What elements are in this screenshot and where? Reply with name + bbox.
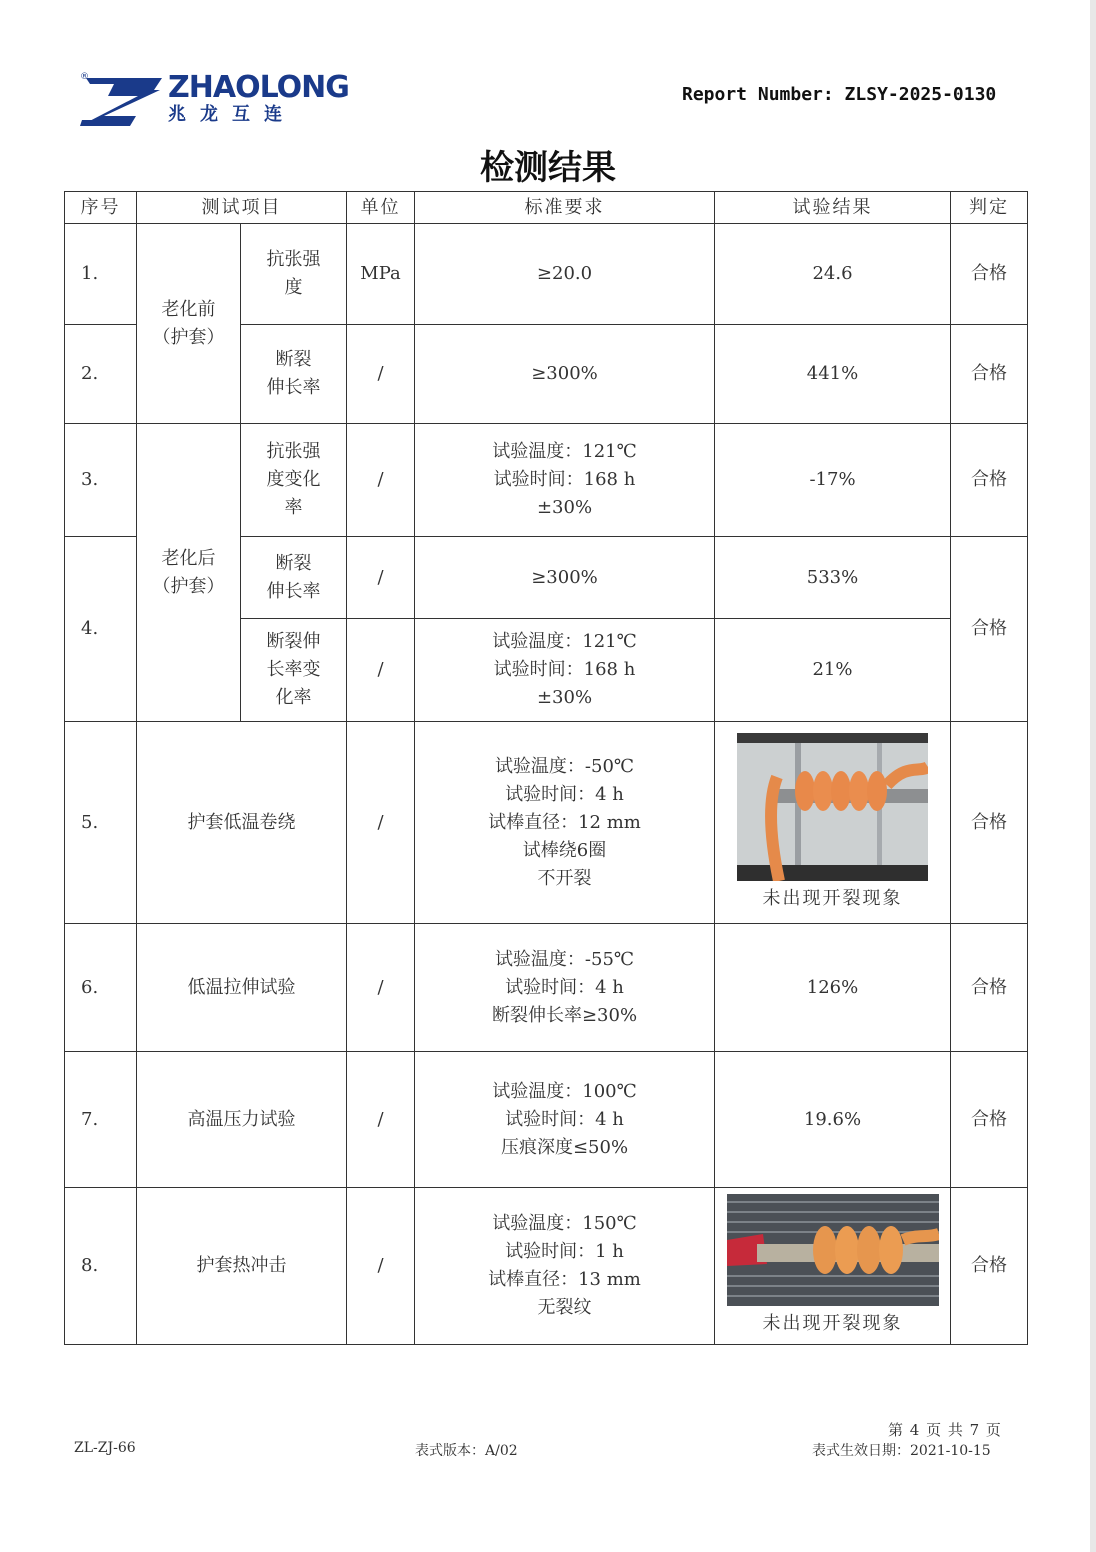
verdict: 合格 xyxy=(951,224,1028,325)
col-header-requirement: 标准要求 xyxy=(415,192,715,224)
table-row xyxy=(65,1052,1028,1188)
form-code: ZL-ZJ-66 xyxy=(74,1440,136,1456)
table-row xyxy=(65,924,1028,1052)
row-number: 6. xyxy=(65,924,137,1052)
item-name: 断裂 伸长率 xyxy=(241,537,347,619)
unit: MPa xyxy=(347,224,415,325)
report-number: Report Number: ZLSY-2025-0130 xyxy=(682,84,997,105)
table-header xyxy=(65,192,1028,224)
verdict: 合格 xyxy=(951,537,1028,722)
requirement: ≥300% xyxy=(415,537,715,619)
requirement: 试验温度：150℃ 试验时间：1 h 试棒直径：13 mm 无裂纹 xyxy=(415,1188,715,1345)
requirement: 试验温度：-55℃ 试验时间：4 h 断裂伸长率≥30% xyxy=(415,924,715,1052)
row-number: 1. xyxy=(65,224,137,325)
verdict: 合格 xyxy=(951,424,1028,537)
unit: / xyxy=(347,1052,415,1188)
unit: / xyxy=(347,537,415,619)
photo-caption: 未出现开裂现象 xyxy=(762,1313,903,1334)
group-before-aging: 老化前 （护套） xyxy=(137,224,241,424)
col-header-result: 试验结果 xyxy=(715,192,951,224)
col-header-unit: 单位 xyxy=(347,192,415,224)
page-indicator: 第 4 页 共 7 页 xyxy=(888,1421,1002,1439)
row-number: 2. xyxy=(65,325,137,424)
requirement: 试验温度：121℃ 试验时间：168 h ±30% xyxy=(415,424,715,537)
unit: / xyxy=(347,1188,415,1345)
cold-winding-photo xyxy=(737,733,928,881)
unit: / xyxy=(347,325,415,424)
col-header-item: 测试项目 xyxy=(137,192,347,224)
registered-mark: ® xyxy=(80,72,89,82)
result: -17% xyxy=(715,424,951,537)
result: 441% xyxy=(715,325,951,424)
verdict: 合格 xyxy=(951,325,1028,424)
item-name: 低温拉伸试验 xyxy=(137,924,347,1052)
group-after-aging: 老化后 （护套） xyxy=(137,424,241,722)
page-title: 检测结果 xyxy=(480,148,616,188)
heat-shock-photo xyxy=(727,1194,939,1306)
requirement: 试验温度：-50℃ 试验时间：4 h 试棒直径：12 mm 试棒绕6圈 不开裂 xyxy=(415,722,715,924)
verdict: 合格 xyxy=(951,722,1028,924)
result: 126% xyxy=(715,924,951,1052)
requirement: ≥20.0 xyxy=(415,224,715,325)
table-row xyxy=(65,224,1028,325)
row-number: 4. xyxy=(65,537,137,722)
form-effective-date: 表式生效日期：2021-10-15 xyxy=(812,1443,991,1459)
verdict: 合格 xyxy=(951,1052,1028,1188)
page-edge xyxy=(1090,0,1096,1552)
requirement: 试验温度：121℃ 试验时间：168 h ±30% xyxy=(415,619,715,722)
col-header-no: 序号 xyxy=(65,192,137,224)
unit: / xyxy=(347,619,415,722)
verdict: 合格 xyxy=(951,1188,1028,1345)
row-number: 5. xyxy=(65,722,137,924)
table-row xyxy=(65,1188,1028,1345)
item-name: 高温压力试验 xyxy=(137,1052,347,1188)
result: 19.6% xyxy=(715,1052,951,1188)
item-name: 抗张强 度 xyxy=(241,224,347,325)
result: 24.6 xyxy=(715,224,951,325)
unit: / xyxy=(347,424,415,537)
item-name: 断裂 伸长率 xyxy=(241,325,347,424)
item-name: 抗张强 度变化 率 xyxy=(241,424,347,537)
row-number: 8. xyxy=(65,1188,137,1345)
unit: / xyxy=(347,722,415,924)
result-with-photo xyxy=(715,722,951,924)
photo-caption: 未出现开裂现象 xyxy=(762,887,903,909)
col-header-verdict: 判定 xyxy=(951,192,1028,224)
table-row xyxy=(65,722,1028,924)
row-number: 7. xyxy=(65,1052,137,1188)
item-name: 护套热冲击 xyxy=(137,1188,347,1345)
unit: / xyxy=(347,924,415,1052)
result-with-photo xyxy=(715,1188,951,1345)
requirement: 试验温度：100℃ 试验时间：4 h 压痕深度≤50% xyxy=(415,1052,715,1188)
item-name: 护套低温卷绕 xyxy=(137,722,347,924)
item-name: 断裂伸 长率变 化率 xyxy=(241,619,347,722)
results-table xyxy=(64,191,1028,1345)
form-version: 表式版本：A/02 xyxy=(415,1443,518,1459)
brand-name-cn: 兆龙互连 xyxy=(168,104,296,125)
result: 21% xyxy=(715,619,951,722)
requirement: ≥300% xyxy=(415,325,715,424)
row-number: 3. xyxy=(65,424,137,537)
table-row xyxy=(65,424,1028,537)
verdict: 合格 xyxy=(951,924,1028,1052)
result: 533% xyxy=(715,537,951,619)
brand-name-en: ZHAOLONG xyxy=(168,70,349,105)
